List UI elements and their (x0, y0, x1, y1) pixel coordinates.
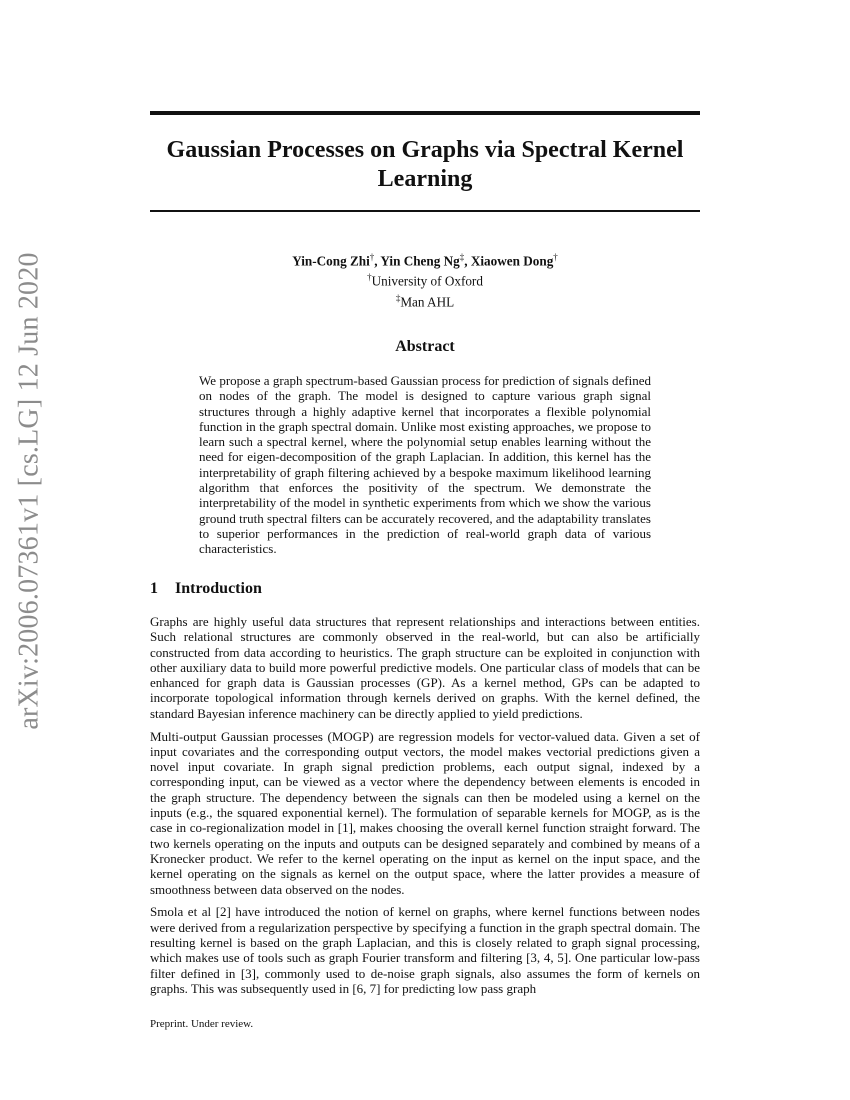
section-heading-introduction (150, 580, 700, 598)
author-name: Yin Cheng Ng (380, 253, 460, 269)
affiliation-line (150, 269, 700, 289)
paper-title (150, 136, 700, 194)
author-affiliation-mark: ‡ (459, 252, 465, 262)
arxiv-identifier-stamp (10, 252, 50, 730)
abstract-heading: Abstract (395, 338, 455, 355)
author-block (150, 249, 700, 310)
author-name: Yin-Cong Zhi (292, 253, 370, 269)
arxiv-identifier-text: arXiv:2006.07361v1 [cs.LG] 12 Jun 2020 (14, 252, 46, 730)
affiliation-name: Man AHL (400, 294, 455, 310)
section-number: 1 (150, 580, 158, 597)
author-separator: , (464, 253, 471, 269)
section-title: Introduction (175, 580, 262, 597)
paper-title-line-2: Learning (377, 166, 473, 192)
paragraph: Smola et al [2] have introduced the notion of kernel on graphs, where kernel functions between nodes were derived from a regularization perspective by specifying a function in the graph spectral domain. The resulting kernel is based on the graph Laplacian, and this is closely related to graph signal processing, which makes use of tools such as graph Fourier transform and filtering [3, 4, 5]. One particular low-pass filter defined in [3], commonly used to de-noise graph signals, also assumes the form of kernels on graphs. This was subsequently used in [6, 7] for predicting low pass graph (150, 904, 700, 996)
introduction-body (150, 614, 700, 1004)
preprint-footer: Preprint. Under review. (150, 1018, 254, 1030)
affiliation-mark: ‡ (395, 292, 401, 303)
author-list (150, 249, 700, 269)
paragraph: Multi-output Gaussian processes (MOGP) are regression models for vector-valued data. Given a set of input covariates and the corresponding output vectors, the model makes vectorial predictions given a novel input covariate. In graph signal prediction problems, each output signal, indexed by a corresponding input, can be viewed as a vector where the dependency between elements is encoded in the graph structure. The dependency between the signals can then be modeled using a kernel on the inputs (e.g., the squared exponential kernel). The formulation of separable kernels for MOGP, as is the case in co-regionalization model in [1], makes choosing the overall kernel function straight forward. The two kernels operating on the inputs and outputs can be designed separately and combined by means of a Kronecker product. We refer to the kernel operating on the input as kernel on the input space, and the kernel operating on the signals as kernel on the output space, where the latter provides a measure of smoothness between data observed on the nodes. (150, 728, 700, 897)
title-top-rule (150, 111, 700, 115)
paper-title-line-1: Gaussian Processes on Graphs via Spectral Kernel (166, 137, 684, 163)
abstract-text: We propose a graph spectrum-based Gaussian process for prediction of signals defined on nodes of the graph. The model is designed to capture various graph signal structures through a highly adaptive kernel that incorporates a flexible polynomial function in the graph spectral domain. Unlike most existing approaches, we propose to learn such a spectral kernel, where the polynomial setup enables learning without the need for eigen-decomposition of the graph Laplacian. In addition, this kernel has the interpretability of graph filtering achieved by a bespoke maximum likelihood learning algorithm that enforces the positivity of the spectrum. We demonstrate the interpretability of the model in synthetic experiments from which we show the various ground truth spectral filters can be accurately recovered, and the adaptability translates to superior performances in the prediction of real-world graph data of various characteristics. (199, 373, 651, 557)
title-bottom-rule (150, 210, 700, 212)
affiliation-name: University of Oxford (371, 273, 483, 289)
affiliation-line (150, 290, 700, 310)
paragraph: Graphs are highly useful data structures that represent relationships and interactions between entities. Such relational structures are commonly observed in the real-world, but can also be artificially constructed from data according to heuristics. The graph structure can be exploited in conjunction with other auxiliary data to build more powerful predictive models. One particular class of models that can be enhanced for graph data is Gaussian processes (GP). As a kernel method, GPs can be adapted to incorporate topological information through kernels derived on graphs. With the kernel defined, the standard Bayesian inference machinery can be directly applied to yield predictions. (150, 614, 700, 721)
author-affiliation-mark: † (553, 252, 558, 262)
affiliation-mark: † (367, 272, 372, 283)
author-affiliation-mark: † (369, 252, 375, 262)
author-separator: , (374, 253, 381, 269)
author-name: Xiaowen Dong (470, 253, 554, 269)
